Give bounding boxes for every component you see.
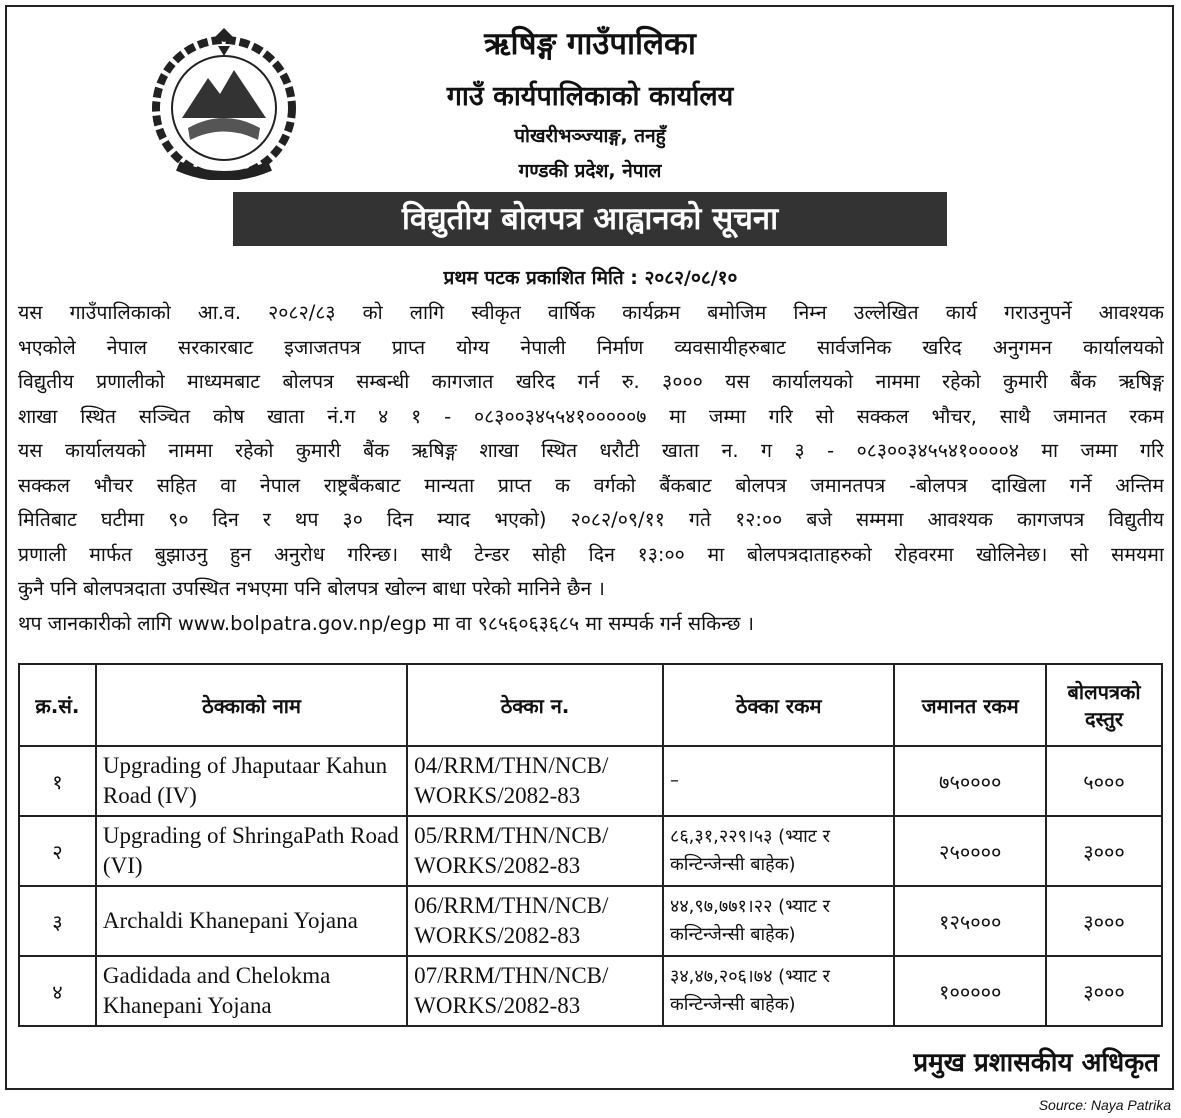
office-address: पोखरीभञ्ज्याङ्ग, तनहुँ xyxy=(514,125,666,147)
cell-bid-fee: ५००० xyxy=(1046,746,1162,816)
cell-bid-fee: ३००० xyxy=(1046,886,1162,956)
header-contract-no: ठेक्का न. xyxy=(407,664,663,746)
body-line: कुनै पनि बोलपत्रदाता उपस्थित नभएमा पनि बोलपत्र खोल्न बाधा परेको मानिने छैन । xyxy=(18,577,605,600)
cell-sn: १ xyxy=(19,746,96,816)
contact-line: थप जानकारीको लागि www.bolpatra.gov.np/egp मा वा ९८५६०६३६८५ मा सम्पर्क गर्न सकिन्छ । xyxy=(18,611,754,635)
office-name: गाउँ कार्यपालिकाको कार्यालय xyxy=(446,81,734,112)
body-line: यस गाउँपालिकाको आ.व. २०८२/८३ को लागि स्वीकृत वार्षिक कार्यक्रम बमोजिम निम्न उल्लेखित कार्य गराउनुपर्ने आवश्यक xyxy=(18,301,1164,324)
cell-contract-name: Upgrading of ShringaPath Road (VI) xyxy=(96,816,407,886)
cell-contract-no: 04/RRM/THN/NCB/ WORKS/2082-83 xyxy=(407,746,663,816)
source-credit: Source: Naya Patrika xyxy=(1038,1097,1171,1113)
cell-contract-amount: ४४,९७,७७१।२२ (भ्याट र कन्टिन्जेन्सी बाहेक) xyxy=(663,886,894,956)
cell-contract-amount: – xyxy=(663,746,894,816)
cell-contract-no: 06/RRM/THN/NCB/ WORKS/2082-83 xyxy=(407,886,663,956)
cell-bid-fee: ३००० xyxy=(1046,816,1162,886)
cell-bid-fee: ३००० xyxy=(1046,956,1162,1026)
cell-sn: ४ xyxy=(19,956,96,1026)
cell-contract-name: Archaldi Khanepani Yojana xyxy=(96,886,407,956)
header-sn: क्र.सं. xyxy=(19,664,96,746)
body-line: विद्युतीय प्रणालीको माध्यमबाट बोलपत्र सम्बन्धी कागजात खरिद गर्न रु. ३००० यस कार्यालयको नाममा रहेको कुमारी बैंक ऋषिङ्ग xyxy=(18,370,1164,393)
header-security-amount: जमानत रकम xyxy=(894,664,1046,746)
header-contract-amount: ठेक्का रकम xyxy=(663,664,894,746)
notice-title: विद्युतीय बोलपत्र आह्वानको सूचना xyxy=(233,192,947,246)
notice-body xyxy=(18,296,1164,641)
municipality-name: ऋषिङ्ग गाउँपालिका xyxy=(484,26,696,62)
cell-security-amount: १२५००० xyxy=(894,886,1046,956)
body-line: भएकोले नेपाल सरकारबाट इजाजतपत्र प्राप्त योग्य नेपाली निर्माण व्यवसायीहरुबाट सार्वजनिक खरिद अनुगमन कार्यालयको xyxy=(18,335,1164,359)
cell-contract-no: 07/RRM/THN/NCB/ WORKS/2082-83 xyxy=(407,956,663,1026)
body-line: यस कार्यालयको नाममा रहेको कुमारी बैंक ऋषिङ्ग शाखा स्थित धरौटी खाता न. ग ३ - ०८३००३४५५४१००००४ मा जम्मा गरि xyxy=(18,439,1164,462)
cell-contract-name: Upgrading of Jhaputaar Kahun Road (IV) xyxy=(96,746,407,816)
table-row xyxy=(19,956,1162,1026)
cell-sn: २ xyxy=(19,816,96,886)
body-line: शाखा स्थित सञ्चित कोष खाता नं.ग ४ १ - ०८३००३४५५४१०००००७ मा जम्मा गरि सो सक्कल भौचर, साथै जमानत रकम xyxy=(18,404,1164,428)
cell-contract-no: 05/RRM/THN/NCB/ WORKS/2082-83 xyxy=(407,816,663,886)
signatory-title: प्रमुख प्रशासकीय अधिकृत xyxy=(913,1048,1159,1078)
table-row xyxy=(19,746,1162,816)
table-row xyxy=(19,816,1162,886)
cell-contract-amount: ८६,३१,२२९।५३ (भ्याट र कन्टिन्जेन्सी बाहेक) xyxy=(663,816,894,886)
nepal-emblem-logo xyxy=(148,28,300,180)
table-row xyxy=(19,886,1162,956)
published-date: प्रथम पटक प्रकाशित मिति : २०८२/०८/१० xyxy=(443,267,738,289)
office-province: गण्डकी प्रदेश, नेपाल xyxy=(518,160,662,182)
cell-security-amount: ७५०००० xyxy=(894,746,1046,816)
tender-table xyxy=(18,663,1163,1027)
cell-security-amount: २५०००० xyxy=(894,816,1046,886)
cell-contract-name: Gadidada and Chelokma Khanepani Yojana xyxy=(96,956,407,1026)
body-line: प्रणाली मार्फत बुझाउनु हुन अनुरोध गरिन्छ। साथै टेन्डर सोही दिन १३:०० मा बोलपत्रदाताहरुको रोहवरमा खोलिनेछ। सो समयमा xyxy=(18,542,1164,566)
table-header-row xyxy=(19,664,1162,746)
cell-sn: ३ xyxy=(19,886,96,956)
body-line: सक्कल भौचर सहित वा नेपाल राष्ट्रबैंकबाट मान्यता प्राप्त क वर्गको बैंकबाट बोलपत्र जमानतपत्र -बोलपत्र दाखिला गर्ने अन्तिम xyxy=(18,473,1164,497)
cell-security-amount: १००००० xyxy=(894,956,1046,1026)
cell-contract-amount: ३४,४७,२०६।७४ (भ्याट र कन्टिन्जेन्सी बाहेक) xyxy=(663,956,894,1026)
body-line: मितिबाट घटीमा ९० दिन र थप ३० दिन म्याद भएको) २०८२/०९/११ गते १२:०० बजे सम्ममा आवश्यक कागजपत्र विद्युतीय xyxy=(18,508,1164,531)
header-contract-name: ठेक्काको नाम xyxy=(96,664,407,746)
header-bid-fee: बोलपत्रको दस्तुर xyxy=(1046,664,1162,746)
